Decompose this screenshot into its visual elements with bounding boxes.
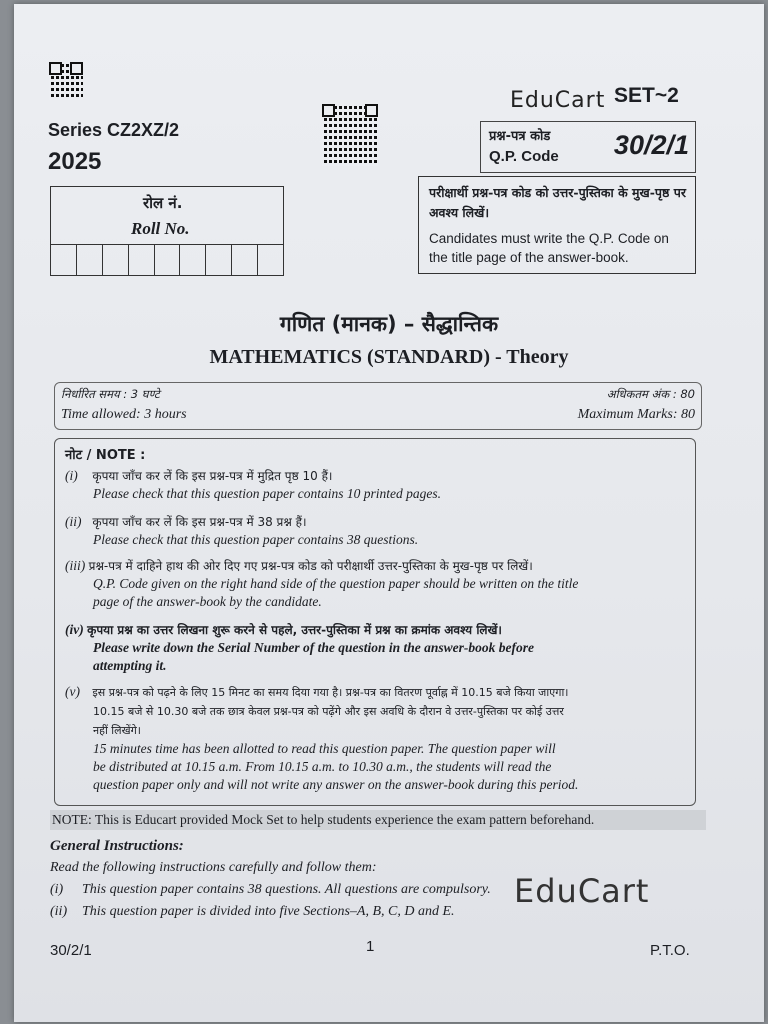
note-english: Please check that this question paper contains 10 printed pages. <box>93 486 441 501</box>
note-hindi: इस प्रश्न-पत्र को पढ़ने के लिए 15 मिनट का समय दिया गया है। प्रश्न-पत्र का वितरण पूर्वाह्न में 10.15 बजे किया जाएगा। <box>92 686 569 699</box>
note-num: (ii) <box>65 514 82 529</box>
watermark-text: EduCart <box>514 872 650 910</box>
note-english: Q.P. Code given on the right hand side of the question paper should be written on the title <box>93 576 579 591</box>
note-hindi: कृपया जाँच कर लें कि इस प्रश्न-पत्र में 38 प्रश्न हैं। <box>92 515 307 529</box>
year-label: 2025 <box>48 148 102 175</box>
time-english: Time allowed: 3 hours <box>61 407 187 422</box>
instruction-hindi: परीक्षार्थी प्रश्न-पत्र कोड को उत्तर-पुस्तिका के मुख-पृष्ठ पर अवश्य लिखें। <box>429 185 686 220</box>
general-instructions-heading: General Instructions: <box>50 838 184 854</box>
note-hindi: प्रश्न-पत्र में दाहिने हाथ की ओर दिए गए प्रश्न-पत्र कोड को परीक्षार्थी उत्तर-पुस्तिका के मुख-पृष्ठ पर लिखें। <box>88 559 533 573</box>
title-hindi: गणित (मानक) – सैद्धान्तिक <box>279 312 499 336</box>
time-marks-box <box>54 382 702 430</box>
mock-set-banner: NOTE: This is Educart provided Mock Set to help students experience the exam pattern beforehand. <box>50 810 706 830</box>
qr-code-small <box>49 62 83 100</box>
footer-page-number: 1 <box>366 938 375 955</box>
footer-code: 30/2/1 <box>50 942 92 959</box>
exam-page <box>14 4 764 1022</box>
note-hindi: कृपया जाँच कर लें कि इस प्रश्न-पत्र में मुद्रित पृष्ठ 10 हैं। <box>92 469 333 483</box>
marks-hindi: अधिकतम अंक : 80 <box>606 387 695 401</box>
instruction-num: (i) <box>50 882 64 897</box>
candidate-instruction-box <box>418 176 696 274</box>
note-item-2 <box>65 513 418 549</box>
general-instructions-intro: Read the following instructions carefully and follow them: <box>50 860 377 875</box>
time-hindi: निर्धारित समय : 3 घण्टे <box>61 387 160 401</box>
educart-logo <box>510 88 605 113</box>
note-num: (i) <box>65 468 78 483</box>
note-num: (v) <box>65 684 80 699</box>
note-english: question paper only and will not write any answer on the answer-book during this period. <box>93 777 579 792</box>
instruction-text: This question paper contains 38 questions. All questions are compulsory. <box>82 882 491 897</box>
note-num: (iv) <box>65 622 84 637</box>
qp-label-hindi: प्रश्न-पत्र कोड <box>489 129 551 144</box>
note-item-5 <box>65 683 578 794</box>
educart-watermark-logo <box>514 872 649 910</box>
notes-heading: नोट / NOTE : <box>65 448 146 463</box>
set-label: SET~2 <box>614 84 679 107</box>
note-item-4 <box>65 621 534 675</box>
instruction-text: This question paper is divided into five Sections–A, B, C, D and E. <box>82 904 455 919</box>
qr-code-center <box>322 104 378 166</box>
note-english: Please check that this question paper contains 38 questions. <box>93 532 419 547</box>
note-english: Please write down the Serial Number of the question in the answer-book before <box>93 640 535 655</box>
note-english: 15 minutes time has been allotted to read this question paper. The question paper will <box>93 741 556 756</box>
general-instruction-1 <box>50 882 491 898</box>
note-item-3 <box>65 557 578 611</box>
roll-number-box <box>50 186 284 245</box>
qp-code-value: 30/2/1 <box>613 130 689 160</box>
general-instruction-2 <box>50 904 455 920</box>
note-hindi: कृपया प्रश्न का उत्तर लिखना शुरू करने से पहले, उत्तर-पुस्तिका में प्रश्न का क्रमांक अवश्य लिखें। <box>87 623 502 637</box>
footer-pto: P.T.O. <box>650 942 690 959</box>
brand-text: EduCart <box>510 88 606 113</box>
note-english: be distributed at 10.15 a.m. From 10.15 a.m. to 10.30 a.m., the students will read the <box>93 759 552 774</box>
note-hindi: नहीं लिखेंगे। <box>93 724 141 737</box>
note-hindi: 10.15 बजे से 10.30 बजे तक छात्र केवल प्रश्न-पत्र को पढ़ेंगे और इस अवधि के दौरान वे उत्तर-पुस्तिका पर कोई उत्तर <box>93 705 564 718</box>
notes-box <box>54 438 696 806</box>
roll-label-hindi: रोल नं. <box>143 194 183 212</box>
note-num: (iii) <box>65 558 86 573</box>
title-english: MATHEMATICS (STANDARD) - Theory <box>209 346 569 368</box>
note-item-1 <box>65 467 441 503</box>
qp-label-english: Q.P. Code <box>489 148 559 165</box>
marks-english: Maximum Marks: 80 <box>577 407 695 422</box>
series-label: Series CZ2XZ/2 <box>48 120 180 140</box>
roll-number-grid[interactable] <box>50 244 284 276</box>
note-english: page of the answer-book by the candidate. <box>93 594 322 609</box>
instruction-num: (ii) <box>50 904 68 919</box>
note-english: attempting it. <box>93 658 167 673</box>
roll-label-english: Roll No. <box>131 219 190 238</box>
instruction-english: Candidates must write the Q.P. Code on the title page of the answer-book. <box>429 231 669 265</box>
qp-code-box <box>480 121 696 173</box>
